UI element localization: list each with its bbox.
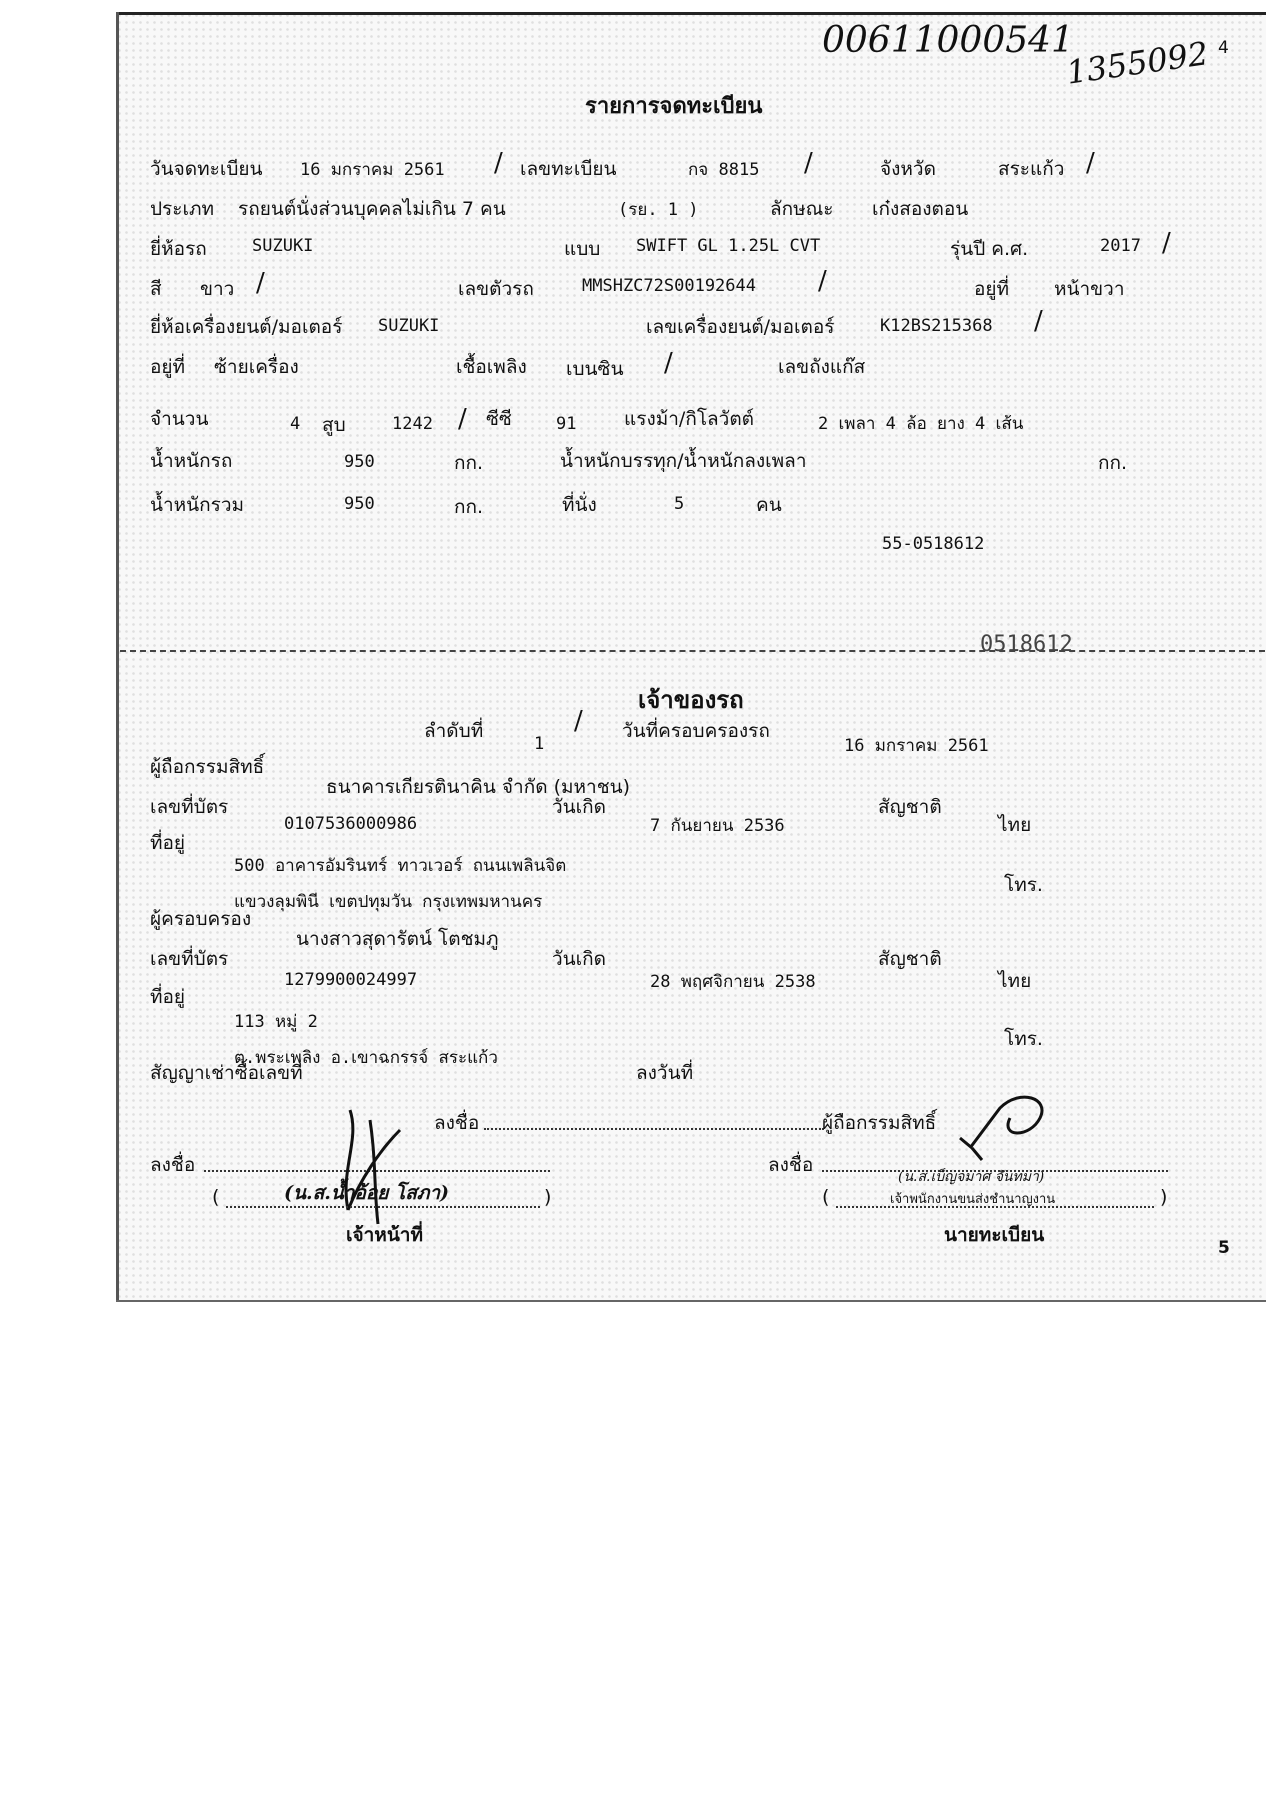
plate-label: เลขทะเบียน bbox=[520, 158, 617, 180]
load-unit: กก. bbox=[1098, 452, 1128, 474]
cc-label: ซีซี bbox=[486, 408, 512, 430]
possessor-address-line-2: ต.พระเพลิง อ.เขาฉกรรจ์ สระแก้ว bbox=[234, 1048, 498, 1068]
sign-label-left: ลงชื่อ bbox=[150, 1154, 196, 1176]
officer-title: เจ้าหน้าที่ bbox=[346, 1224, 424, 1246]
reg-date-label: วันจดทะเบียน bbox=[150, 158, 263, 180]
color-value: ขาว bbox=[200, 278, 235, 300]
possessor-id-value: 1279900024997 bbox=[284, 970, 418, 990]
weight-unit: กก. bbox=[454, 452, 484, 474]
model-label: แบบ bbox=[564, 238, 601, 260]
chassis-label: เลขตัวรถ bbox=[458, 278, 534, 300]
address-label: ที่อยู่ bbox=[150, 832, 186, 854]
checkmark-icon: / bbox=[1086, 148, 1095, 178]
checkmark-icon: / bbox=[574, 706, 583, 736]
possessor-birth-label: วันเกิด bbox=[552, 948, 606, 970]
checkmark-icon: / bbox=[664, 348, 673, 378]
rights-holder-value: ธนาคารเกียรตินาคิน จำกัด (มหาชน) bbox=[326, 776, 631, 798]
plate-value: กจ 8815 bbox=[688, 160, 760, 180]
address-line-2: แขวงลุมพินี เขตปทุมวัน กรุงเทพมหานคร bbox=[234, 892, 543, 912]
form-code: 55-0518612 bbox=[882, 534, 985, 554]
color-label: สี bbox=[150, 278, 162, 300]
hire-contract-label: สัญญาเช่าซื้อเลขที่ bbox=[150, 1062, 303, 1084]
ry-value: (รย. 1 ) bbox=[618, 200, 699, 220]
checkmark-icon: / bbox=[804, 148, 813, 178]
engine-location-value: ซ้ายเครื่อง bbox=[214, 356, 299, 378]
year-label: รุ่นปี ค.ศ. bbox=[950, 238, 1029, 260]
checkmark-icon: / bbox=[256, 268, 265, 298]
hp-value: 91 bbox=[556, 414, 577, 434]
possessor-phone-label: โทร. bbox=[1004, 1028, 1043, 1050]
possessor-nationality-value: ไทย bbox=[998, 970, 1032, 992]
registrar-name: (น.ส.เบ็ญจมาศ จันทมา) bbox=[898, 1169, 1045, 1185]
rights-holder-sign-label: ผู้ถือกรรมสิทธิ์ bbox=[822, 1112, 937, 1134]
owner-title: เจ้าของรถ bbox=[638, 686, 744, 714]
weight-label: น้ำหนักรถ bbox=[150, 450, 233, 472]
persons-unit: คน bbox=[756, 494, 782, 516]
registrar-title: นายทะเบียน bbox=[944, 1224, 1045, 1246]
officer-signature-mark bbox=[330, 1100, 420, 1230]
officer-paren-open: ( bbox=[212, 1186, 220, 1208]
province-value: สระแก้ว bbox=[998, 158, 1065, 180]
sign-label-top: ลงชื่อ bbox=[434, 1112, 480, 1134]
birth-date-label: วันเกิด bbox=[552, 796, 606, 818]
year-value: 2017 bbox=[1100, 236, 1141, 256]
seats-value: 5 bbox=[674, 494, 685, 514]
total-weight-unit: กก. bbox=[454, 496, 484, 518]
section-divider bbox=[120, 650, 1265, 652]
chassis-location-label: อยู่ที่ bbox=[974, 278, 1010, 300]
weight-value: 950 bbox=[344, 452, 375, 472]
sign-label-right: ลงชื่อ bbox=[768, 1154, 814, 1176]
hp-label: แรงม้า/กิโลวัตต์ bbox=[624, 408, 755, 430]
brand-label: ยี่ห้อรถ bbox=[150, 238, 207, 260]
possession-date-value: 16 มกราคม 2561 bbox=[844, 736, 989, 756]
axle-text: 2 เพลา 4 ล้อ ยาง 4 เส้น bbox=[818, 414, 1024, 434]
engine-brand-value: SUZUKI bbox=[378, 316, 440, 336]
fuel-label: เชื้อเพลิง bbox=[456, 356, 527, 378]
possessor-address-line-1: 113 หมู่ 2 bbox=[234, 1012, 318, 1032]
address-line-1: 500 อาคารอัมรินทร์ ทาวเวอร์ ถนนเพลินจิต bbox=[234, 856, 567, 876]
phone-label: โทร. bbox=[1004, 874, 1043, 896]
registrar-position: เจ้าพนักงานขนส่งชำนาญงาน bbox=[890, 1192, 1056, 1207]
registrar-paren-close: ) bbox=[1160, 1186, 1168, 1208]
page-number-bottom: 5 bbox=[1218, 1238, 1230, 1258]
checkmark-icon: / bbox=[1034, 306, 1043, 336]
possessor-address-label: ที่อยู่ bbox=[150, 986, 186, 1008]
possessor-value: นางสาวสุดารัตน์ โตชมภู bbox=[296, 928, 499, 950]
count-label: จำนวน bbox=[150, 408, 209, 430]
chassis-location-value: หน้าขวา bbox=[1054, 278, 1125, 300]
sequence-value: 1 bbox=[534, 734, 545, 754]
possessor-label: ผู้ครอบครอง bbox=[150, 908, 252, 930]
id-value: 0107536000986 bbox=[284, 814, 418, 834]
type-value: รถยนต์นั่งส่วนบุคคลไม่เกิน 7 คน bbox=[238, 198, 506, 220]
cylinders-unit: สูบ bbox=[322, 414, 346, 436]
registrar-paren-open: ( bbox=[822, 1186, 830, 1208]
possession-date-label: วันที่ครอบครองรถ bbox=[622, 720, 770, 742]
page-top-edge bbox=[116, 12, 1266, 15]
style-label: ลักษณะ bbox=[770, 198, 834, 220]
possessor-nationality-label: สัญชาติ bbox=[878, 948, 942, 970]
brand-value: SUZUKI bbox=[252, 236, 314, 256]
form-code-partial: 0518612 bbox=[980, 632, 1073, 657]
chassis-value: MMSHZC72S00192644 bbox=[582, 276, 756, 296]
engine-location-label: อยู่ที่ bbox=[150, 356, 186, 378]
checkmark-icon: / bbox=[818, 266, 827, 296]
total-weight-label: น้ำหนักรวม bbox=[150, 494, 245, 516]
reg-date-value: 16 มกราคม 2561 bbox=[300, 160, 445, 180]
cc-value: 1242 bbox=[392, 414, 433, 434]
possessor-id-label: เลขที่บัตร bbox=[150, 948, 229, 970]
rights-holder-label: ผู้ถือกรรมสิทธิ์ bbox=[150, 756, 265, 778]
engine-number-value: K12BS215368 bbox=[880, 316, 993, 336]
page-left-edge bbox=[116, 12, 119, 1302]
birth-date-value: 7 กันยายน 2536 bbox=[650, 816, 785, 836]
engine-number-label: เลขเครื่องยนต์/มอเตอร์ bbox=[646, 316, 835, 338]
load-label: น้ำหนักบรรทุก/น้ำหนักลงเพลา bbox=[560, 450, 807, 472]
signed-date-label: ลงวันที่ bbox=[636, 1062, 694, 1084]
gas-tank-label: เลขถังแก๊ส bbox=[778, 356, 866, 378]
nationality-value: ไทย bbox=[998, 814, 1032, 836]
page-number-top: 4 bbox=[1218, 38, 1229, 58]
sign-line-top bbox=[484, 1128, 824, 1130]
id-label: เลขที่บัตร bbox=[150, 796, 229, 818]
possessor-birth-value: 28 พฤศจิกายน 2538 bbox=[650, 972, 816, 992]
checkmark-icon: / bbox=[494, 148, 503, 178]
model-value: SWIFT GL 1.25L CVT bbox=[636, 236, 821, 256]
checkmark-icon: / bbox=[1162, 228, 1171, 258]
handwritten-number: 00611000541 bbox=[822, 20, 1074, 61]
cylinders-value: 4 bbox=[290, 414, 301, 434]
seats-label: ที่นั่ง bbox=[562, 494, 597, 516]
style-value: เก๋งสองตอน bbox=[872, 198, 969, 220]
province-label: จังหวัด bbox=[880, 158, 936, 180]
handwritten-number-2: 1355092 bbox=[1064, 34, 1211, 92]
type-label: ประเภท bbox=[150, 198, 215, 220]
officer-name: (น.ส.น้ำอ้อย โสภา) bbox=[284, 1182, 450, 1204]
registration-title: รายการจดทะเบียน bbox=[585, 94, 763, 119]
officer-paren-close: ) bbox=[544, 1186, 552, 1208]
page-bottom-edge bbox=[116, 1300, 1266, 1302]
engine-brand-label: ยี่ห้อเครื่องยนต์/มอเตอร์ bbox=[150, 316, 343, 338]
nationality-label: สัญชาติ bbox=[878, 796, 942, 818]
fuel-value: เบนซิน bbox=[566, 358, 624, 380]
checkmark-icon: / bbox=[458, 404, 467, 434]
total-weight-value: 950 bbox=[344, 494, 375, 514]
sequence-label: ลำดับที่ bbox=[424, 720, 484, 742]
registrar-signature-mark bbox=[950, 1088, 1070, 1168]
